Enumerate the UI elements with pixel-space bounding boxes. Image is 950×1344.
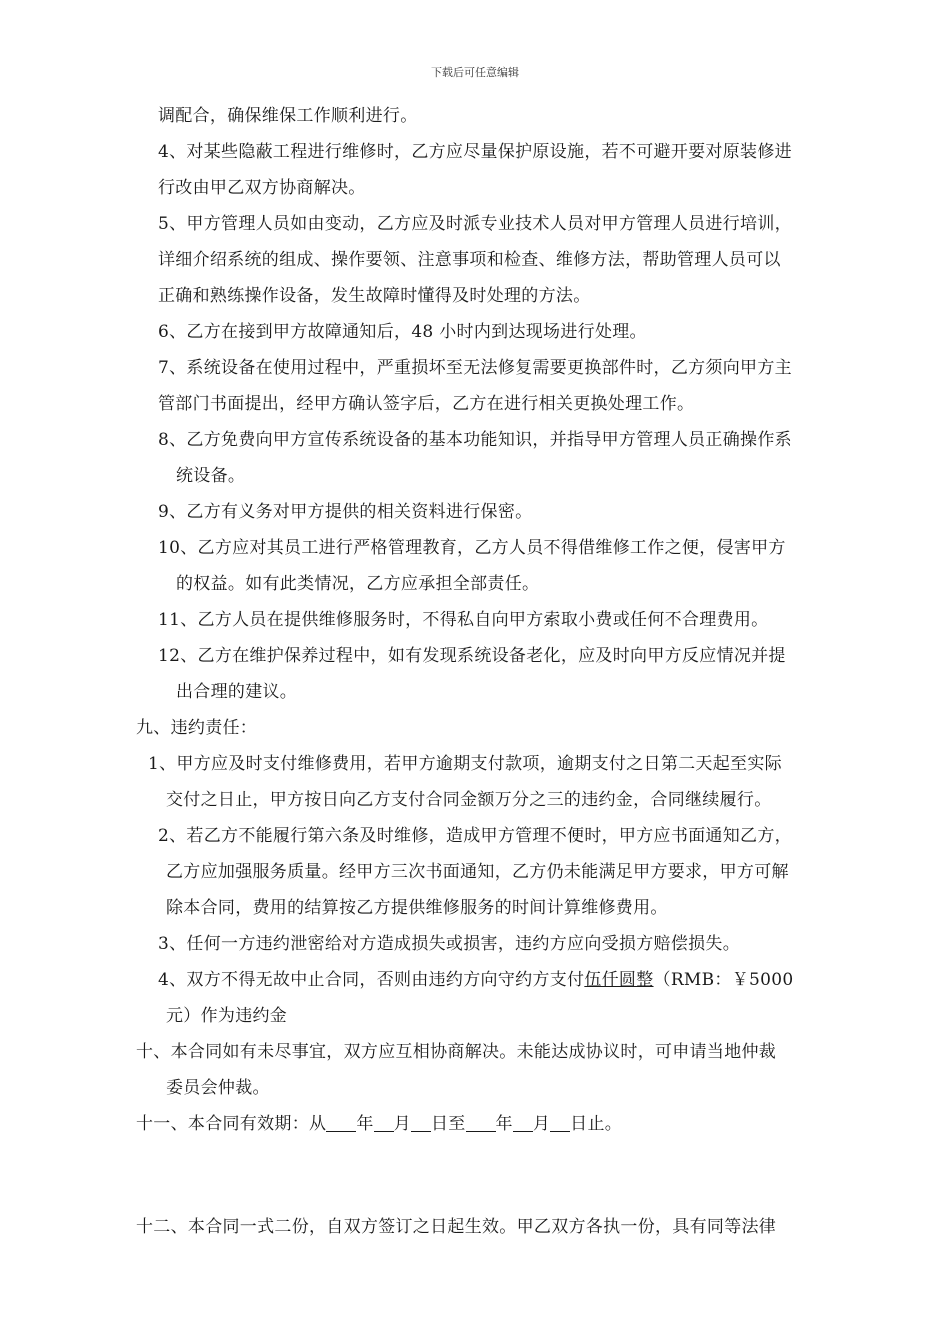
text-line: 调配合，确保维保工作顺利进行。 bbox=[158, 106, 418, 126]
text-line: 3、任何一方违约泄密给对方造成损失或损害，违约方应向受损方赔偿损失。 bbox=[158, 934, 741, 954]
end-year-blank bbox=[466, 1115, 496, 1132]
text-line: 除本合同，费用的结算按乙方提供维修服务的时间计算维修费用。 bbox=[166, 898, 668, 918]
end-day-label: 日止。 bbox=[570, 1114, 623, 1134]
end-month-blank bbox=[513, 1115, 533, 1132]
text-line: 2、若乙方不能履行第六条及时维修，造成甲方管理不便时，甲方应书面通知乙方， bbox=[158, 826, 792, 846]
text-line: 统设备。 bbox=[176, 466, 246, 486]
end-year-label: 年 bbox=[495, 1114, 513, 1134]
validity-line bbox=[136, 1113, 622, 1135]
end-day-blank bbox=[550, 1115, 570, 1132]
year-label: 年 bbox=[356, 1114, 374, 1134]
penalty-amount: 伍仟圆整 bbox=[584, 970, 654, 990]
text-line: 6、乙方在接到甲方故障通知后，48 小时内到达现场进行处理。 bbox=[158, 322, 647, 342]
text-line: 5、甲方管理人员如由变动，乙方应及时派专业技术人员对甲方管理人员进行培训， bbox=[158, 214, 792, 234]
text-line: 1、甲方应及时支付维修费用，若甲方逾期支付款项，逾期支付之日第二天起至实际 bbox=[148, 754, 782, 774]
text-line: 行改由甲乙双方协商解决。 bbox=[158, 178, 366, 198]
penalty-line bbox=[158, 969, 794, 991]
text-line: 正确和熟练操作设备，发生故障时懂得及时处理的方法。 bbox=[158, 286, 591, 306]
section-heading: 十、本合同如有未尽事宜，双方应互相协商解决。未能达成协议时，可申请当地仲裁 bbox=[136, 1042, 777, 1062]
penalty-rmb: （RMB：￥5000 bbox=[653, 970, 794, 990]
day-to-label: 日至 bbox=[430, 1114, 466, 1134]
month-blank bbox=[374, 1115, 394, 1132]
text-line: 9、乙方有义务对甲方提供的相关资料进行保密。 bbox=[158, 502, 533, 522]
text-line: 7、系统设备在使用过程中，严重损坏至无法修复需要更换部件时，乙方须向甲方主 bbox=[158, 358, 792, 378]
page-header: 下载后可任意编辑 bbox=[431, 66, 519, 79]
text-line: 委员会仲裁。 bbox=[166, 1078, 270, 1098]
text-line: 10、乙方应对其员工进行严格管理教育，乙方人员不得借维修工作之便，侵害甲方 bbox=[158, 538, 786, 558]
year-blank bbox=[326, 1115, 356, 1132]
text-line: 11、乙方人员在提供维修服务时，不得私自向甲方索取小费或任何不合理费用。 bbox=[158, 610, 769, 630]
section-heading: 十二、本合同一式二份，自双方签订之日起生效。甲乙双方各执一份，具有同等法律 bbox=[136, 1217, 777, 1237]
day-blank bbox=[411, 1115, 431, 1132]
validity-prefix: 十一、本合同有效期：从 bbox=[136, 1114, 327, 1134]
text-line: 详细介绍系统的组成、操作要领、注意事项和检查、维修方法，帮助管理人员可以 bbox=[158, 250, 781, 270]
text-line: 8、乙方免费向甲方宣传系统设备的基本功能知识，并指导甲方管理人员正确操作系 bbox=[158, 430, 792, 450]
section-heading: 九、违约责任： bbox=[136, 718, 258, 738]
text-line: 元）作为违约金 bbox=[166, 1006, 288, 1026]
text-line: 管部门书面提出，经甲方确认签字后，乙方在进行相关更换处理工作。 bbox=[158, 394, 695, 414]
text-line: 出合理的建议。 bbox=[176, 682, 298, 702]
text-line: 的权益。如有此类情况，乙方应承担全部责任。 bbox=[176, 574, 540, 594]
text-line: 乙方应加强服务质量。经甲方三次书面通知，乙方仍未能满足甲方要求，甲方可解 bbox=[166, 862, 789, 882]
penalty-text: 4、双方不得无故中止合同，否则由违约方向守约方支付 bbox=[158, 970, 585, 990]
text-line: 交付之日止，甲方按日向乙方支付合同金额万分之三的违约金，合同继续履行。 bbox=[166, 790, 772, 810]
text-line: 4、对某些隐蔽工程进行维修时，乙方应尽量保护原设施，若不可避开要对原装修进 bbox=[158, 142, 792, 162]
month-label: 月 bbox=[393, 1114, 411, 1134]
end-month-label: 月 bbox=[532, 1114, 551, 1134]
text-line: 12、乙方在维护保养过程中，如有发现系统设备老化，应及时向甲方反应情况并提 bbox=[158, 646, 786, 666]
